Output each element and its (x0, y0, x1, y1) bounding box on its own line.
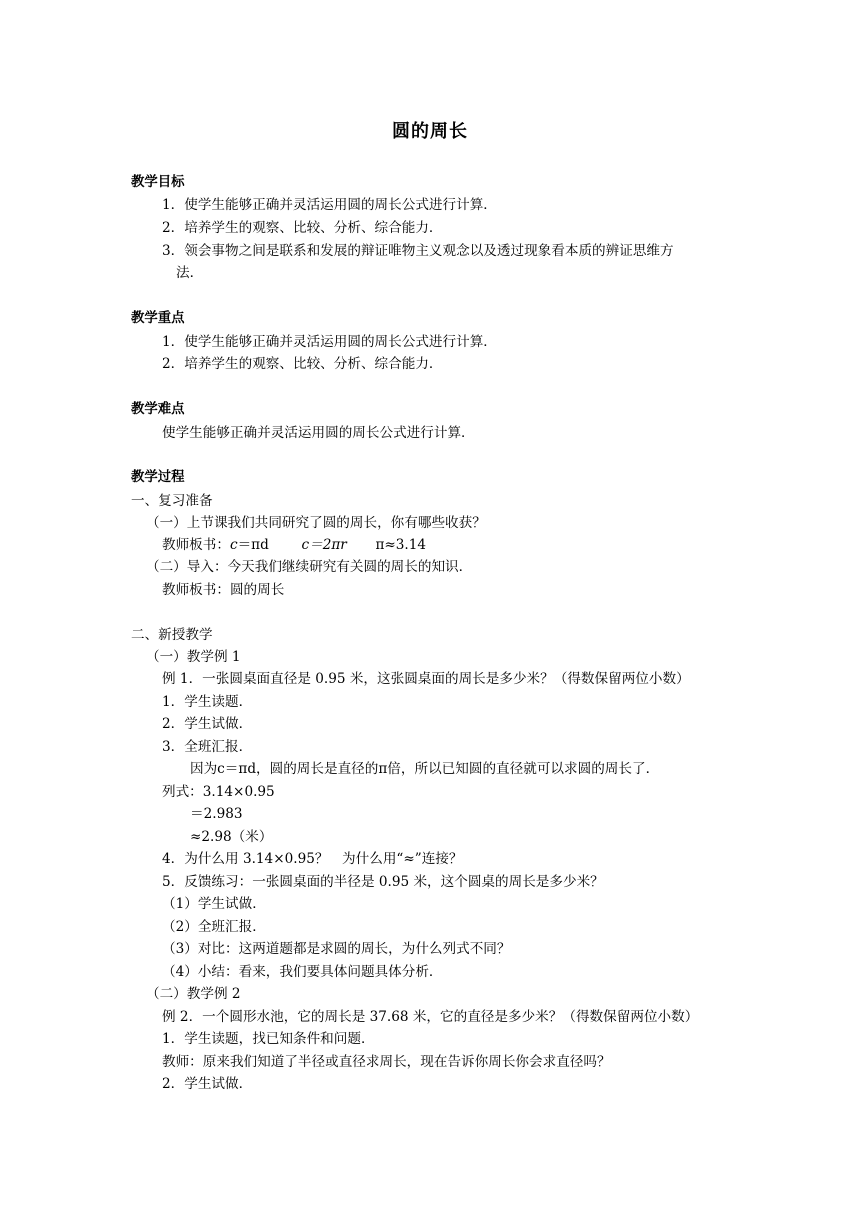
sub-step-item: （3）对比：这两道题都是求圆的周长，为什么列式不同？ (162, 941, 511, 957)
board-prefix: 教师板书： (162, 537, 230, 553)
reason-text: 因为c＝πd，圆的周长是直径的π倍，所以已知圆的直径就可以求圆的周长了． (190, 761, 660, 777)
example1-text: 例 1．一张圆桌面直径是 0.95 米，这张圆桌面的周长是多少米？（得数保留两位小数） (162, 671, 690, 687)
goal-item: 2．培养学生的观察、比较、分析、综合能力． (162, 220, 443, 236)
key-point-item: 1．使学生能够正确并灵活运用圆的周长公式进行计算． (162, 334, 497, 350)
step-item: 4．为什么用 3.14×0.95？ 为什么用“≈”连接？ (162, 851, 463, 867)
board-title-line: 教师板书：圆的周长 (162, 582, 285, 598)
formula-pi-d: ＝πd (237, 537, 269, 553)
key-point-item: 2．培养学生的观察、比较、分析、综合能力． (162, 356, 443, 372)
formula-c: c (229, 537, 238, 553)
page-title: 圆的周长 (392, 121, 468, 142)
board-formulas (162, 535, 426, 555)
difficulty-text: 使学生能够正确并灵活运用圆的周长公式进行计算． (162, 425, 475, 441)
sub-step-item: （4）小结：看来，我们要具体问题具体分析． (162, 964, 443, 980)
step-item: 2．学生试做． (162, 1076, 253, 1092)
sub-step-item: （2）全班汇报． (162, 919, 266, 935)
goal-item-continued: 法． (176, 265, 204, 281)
example2-heading: （二）教学例 2 (146, 986, 241, 1002)
formula-pi-approx: π≈3.14 (375, 537, 427, 553)
step-item: 1．学生读题，找已知条件和问题． (162, 1031, 375, 1047)
step-item: 1．学生读题． (162, 694, 253, 710)
teacher-question: 教师：原来我们知道了半径或直径求周长，现在告诉你周长你会求直径吗？ (162, 1054, 611, 1070)
step-item: 2．学生试做． (162, 716, 253, 732)
example2-text: 例 2．一个圆形水池，它的周长是 37.68 米，它的直径是多少米？（得数保留两位小数） (162, 1009, 699, 1025)
intro-line: （二）导入：今天我们继续研究有关圆的周长的知识． (146, 559, 473, 575)
difficulty-heading: 教学难点 (131, 402, 185, 417)
goal-item: 3．领会事物之间是联系和发展的辩证唯物主义观念以及透过现象看本质的辨证思维方 (162, 243, 674, 259)
formula-2pi-r: c＝2πr (301, 537, 347, 553)
part2-title: 二、新授教学 (131, 627, 213, 643)
process-heading: 教学过程 (131, 470, 185, 485)
calc-line: ＝2.983 (190, 806, 243, 822)
step-item: 5．反馈练习：一张圆桌面的半径是 0.95 米，这个圆桌的周长是多少米？ (162, 874, 604, 890)
example1-heading: （一）教学例 1 (146, 649, 241, 665)
step-item: 3．全班汇报． (162, 739, 253, 755)
part1-title: 一、复习准备 (131, 493, 213, 509)
review-question: （一）上节课我们共同研究了圆的周长，你有哪些收获？ (146, 515, 486, 531)
calc-line: ≈2.98（米） (190, 829, 273, 845)
key-points-heading: 教学重点 (131, 311, 185, 326)
goal-item: 1．使学生能够正确并灵活运用圆的周长公式进行计算． (162, 197, 497, 213)
calc-line: 列式：3.14×0.95 (162, 784, 275, 800)
sub-step-item: （1）学生试做． (162, 896, 266, 912)
goals-heading: 教学目标 (131, 175, 185, 190)
